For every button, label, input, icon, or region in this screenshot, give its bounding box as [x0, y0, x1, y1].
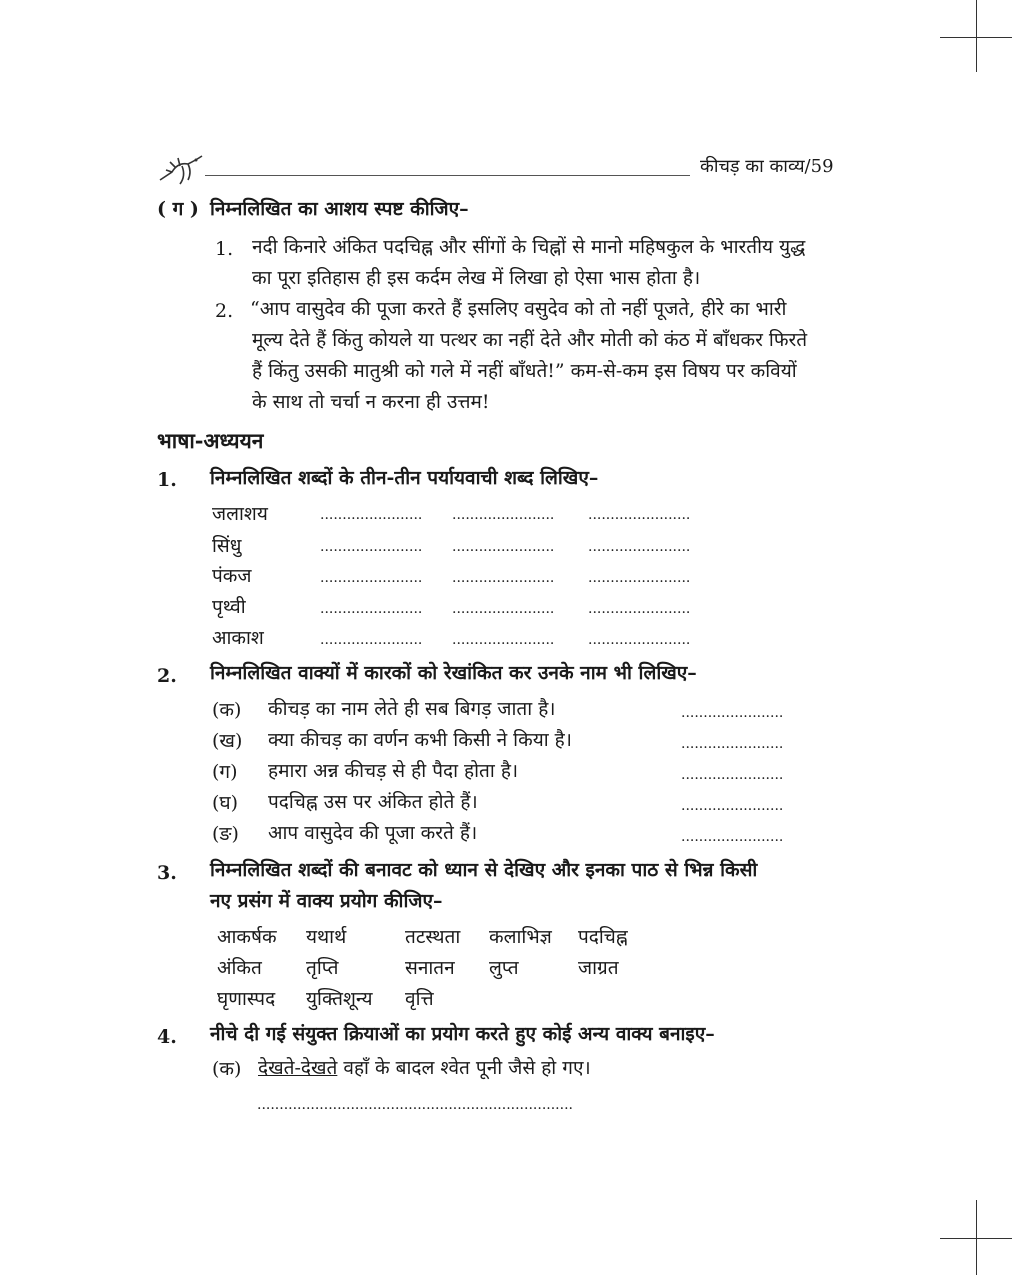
item-text: क्या कीचड़ का वर्णन कभी किसी ने किया है। [268, 729, 572, 751]
answer-blank[interactable]: ....................... [320, 507, 423, 523]
item-text: आप वासुदेव की पूजा करते हैं। [268, 822, 478, 844]
answer-blank[interactable]: ....................... [681, 829, 784, 845]
answer-blank[interactable]: ....................... [452, 539, 555, 555]
item-line: मूल्य देते हैं किंतु कोयले या पत्थर का नहीं देते और मोती को कंठ में बाँधकर फिरते [252, 329, 808, 351]
item-line: का पूरा इतिहास ही इस कर्दम लेख में लिखा हो ऐसा भास होता है। [252, 267, 701, 289]
answer-blank[interactable]: ....................... [588, 570, 691, 586]
answer-blank[interactable]: ....................... [320, 570, 423, 586]
underlined-verb: देखते-देखते [258, 1057, 338, 1079]
answer-blank[interactable]: ....................... [452, 570, 555, 586]
word: तटस्थता [405, 926, 461, 948]
word: आकर्षक [217, 926, 277, 948]
item-line: हैं किंतु उसकी मातुश्री को गले में नहीं बाँधते!” कम-से-कम इस विषय पर कवियों [252, 360, 797, 382]
word: पदचिह्न [578, 926, 628, 948]
question-title: निम्नलिखित वाक्यों में कारकों को रेखांकित कर उनके नाम भी लिखिए– [210, 662, 697, 684]
word: लुप्त [489, 957, 519, 979]
item-line: नदी किनारे अंकित पदचिह्न और सींगों के चिह्नों से मानो महिषकुल के भारतीय युद्ध [252, 236, 806, 258]
item-text: कीचड़ का नाम लेते ही सब बिगड़ जाता है। [268, 698, 556, 720]
item-label: (ग) [212, 761, 238, 783]
word: वृत्ति [405, 988, 434, 1010]
answer-blank[interactable]: ....................... [452, 632, 555, 648]
crop-mark-top-right-v [976, 0, 977, 72]
crop-mark-bottom-right-h [940, 1238, 1012, 1239]
item-label: (क) [212, 1058, 242, 1080]
question-title: नए प्रसंग में वाक्य प्रयोग कीजिए– [210, 890, 443, 912]
question-title: निम्नलिखित शब्दों के तीन-तीन पर्यायवाची शब्द लिखिए– [210, 467, 599, 489]
question-number: 3. [157, 862, 177, 884]
running-title: कीचड़ का काव्य/59 [700, 156, 834, 177]
item-number: 1. [215, 238, 234, 260]
word: तृप्ति [306, 957, 339, 979]
answer-blank[interactable]: ....................... [681, 767, 784, 783]
item-text: हमारा अन्न कीचड़ से ही पैदा होता है। [268, 760, 519, 782]
answer-blank[interactable]: ....................... [452, 601, 555, 617]
section-label: ( ग ) [157, 198, 199, 220]
item-label: (क) [212, 699, 242, 721]
question-number: 2. [157, 665, 177, 687]
answer-blank[interactable]: ....................... [320, 632, 423, 648]
word: पृथ्वी [212, 596, 246, 618]
word: युक्तिशून्य [306, 988, 373, 1010]
word: सिंधु [212, 535, 242, 557]
word: घृणास्पद [217, 988, 276, 1010]
question-title: नीचे दी गई संयुक्त क्रियाओं का प्रयोग करते हुए कोई अन्य वाक्य बनाइए– [210, 1023, 715, 1045]
crop-mark-top-right-h [940, 37, 1012, 38]
word: अंकित [217, 957, 262, 979]
section-title: निम्नलिखित का आशय स्पष्ट कीजिए– [210, 198, 469, 220]
answer-blank[interactable]: ....................... [681, 736, 784, 752]
sentence-rest: वहाँ के बादल श्वेत पूनी जैसे हो गए। [337, 1057, 591, 1079]
answer-blank[interactable]: ....................... [588, 601, 691, 617]
word: कलाभिज्ञ [489, 926, 552, 948]
item-line: “आप वासुदेव की पूजा करते हैं इसलिए वसुदेव को तो नहीं पूजते, हीरे का भारी [250, 298, 787, 320]
word: जाग्रत [578, 957, 619, 979]
word: पंकज [212, 565, 252, 587]
item-line: के साथ तो चर्चा न करना ही उत्तम! [252, 391, 490, 413]
answer-blank[interactable]: ....................... [588, 632, 691, 648]
header-rule [205, 175, 690, 176]
question-number: 4. [157, 1026, 177, 1048]
answer-blank[interactable]: ....................... [588, 539, 691, 555]
word: जलाशय [212, 503, 268, 525]
item-label: (ख) [212, 730, 243, 752]
answer-blank[interactable]: ....................... [320, 601, 423, 617]
word: सनातन [405, 957, 455, 979]
word: आकाश [212, 627, 264, 649]
answer-blank[interactable]: ....................... [588, 507, 691, 523]
answer-blank[interactable]: ....................... [681, 705, 784, 721]
item-text: पदचिह्न उस पर अंकित होते हैं। [268, 791, 478, 813]
item-label: (ङ) [212, 823, 239, 845]
bird-logo-icon [152, 150, 206, 190]
word: यथार्थ [306, 926, 347, 948]
item-number: 2. [215, 300, 234, 322]
answer-blank[interactable]: ....................... [320, 539, 423, 555]
answer-line[interactable]: ....................................................................... [257, 1097, 573, 1113]
question-number: 1. [157, 469, 177, 491]
item-label: (घ) [212, 792, 239, 814]
question-title: निम्नलिखित शब्दों की बनावट को ध्यान से देखिए और इनका पाठ से भिन्न किसी [210, 859, 758, 881]
answer-blank[interactable]: ....................... [452, 507, 555, 523]
section-heading: भाषा-अध्ययन [157, 428, 264, 453]
item-sentence [258, 1059, 591, 1078]
answer-blank[interactable]: ....................... [681, 798, 784, 814]
